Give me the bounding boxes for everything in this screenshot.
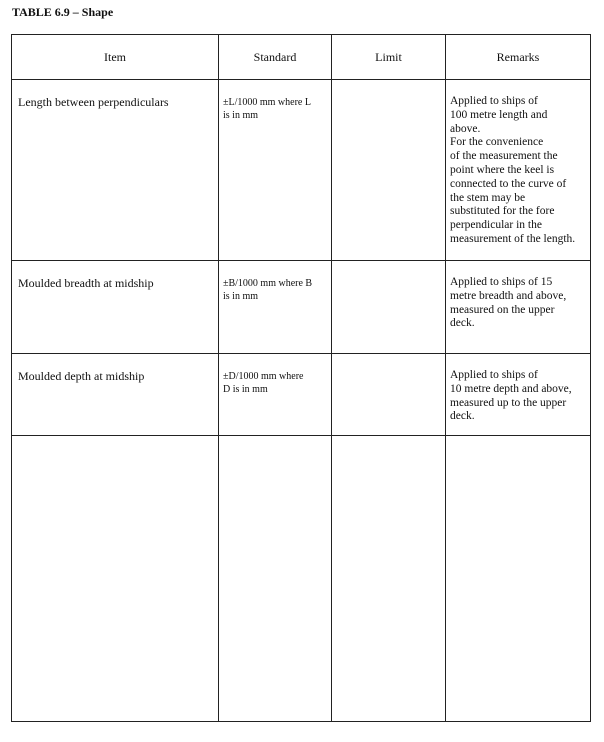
table-row xyxy=(12,261,591,354)
header-item: Item xyxy=(12,35,219,80)
table-title: TABLE 6.9 – Shape xyxy=(12,5,114,19)
item-text: Moulded breadth at midship xyxy=(18,276,154,290)
item-text: Length between perpendiculars xyxy=(18,95,169,109)
remarks-text: Applied to ships of 100 metre length and above. For the convenience of the measurement the point where the keel is connected to the curve of the stem may be substituted for the fore perpendicular in the measurement of the length. xyxy=(450,95,576,245)
remarks-text: Applied to ships of 10 metre depth and above, measured up to the upper deck. xyxy=(450,369,572,423)
item-text: Moulded depth at midship xyxy=(18,369,145,383)
remarks-text: Applied to ships of 15 metre breadth and above, measured on the upper deck. xyxy=(450,276,567,330)
table-row xyxy=(12,80,591,261)
table-header-row xyxy=(12,35,591,80)
standard-text: ±B/1000 mm where B is in mm xyxy=(223,278,313,302)
shape-table xyxy=(11,34,591,722)
header-standard: Standard xyxy=(219,35,332,80)
item-cell xyxy=(12,354,219,436)
item-cell xyxy=(12,261,219,354)
remarks-cell xyxy=(446,80,591,261)
remarks-cell xyxy=(446,261,591,354)
remarks-cell xyxy=(446,354,591,436)
table-row xyxy=(12,354,591,436)
empty-item-cell xyxy=(12,436,219,722)
standard-cell xyxy=(219,261,332,354)
empty-standard-cell xyxy=(219,436,332,722)
header-limit: Limit xyxy=(332,35,446,80)
empty-remarks-cell xyxy=(446,436,591,722)
header-remarks: Remarks xyxy=(446,35,591,80)
standard-cell xyxy=(219,354,332,436)
limit-cell xyxy=(332,80,446,261)
empty-limit-cell xyxy=(332,436,446,722)
standard-text: ±L/1000 mm where L is in mm xyxy=(223,97,311,121)
standard-text: ±D/1000 mm where D is in mm xyxy=(223,371,304,395)
limit-cell xyxy=(332,261,446,354)
empty-table-row xyxy=(12,436,591,722)
item-cell xyxy=(12,80,219,261)
standard-cell xyxy=(219,80,332,261)
limit-cell xyxy=(332,354,446,436)
